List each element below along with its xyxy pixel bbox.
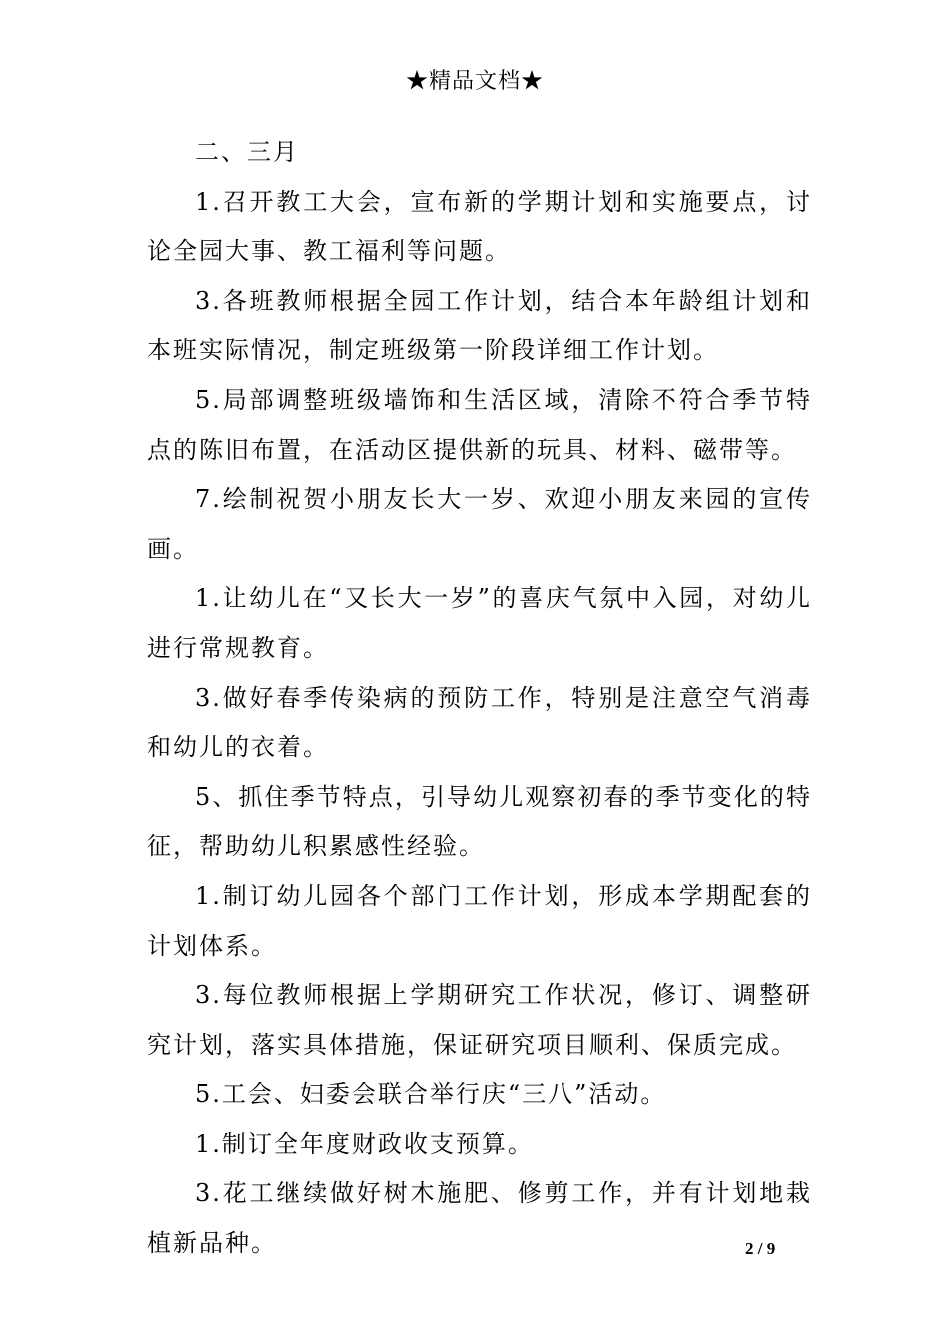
- paragraph: 3.各班教师根据全园工作计划，结合本年龄组计划和本班实际情况，制定班级第一阶段详细工作计划。: [147, 286, 812, 365]
- paragraph: 7.绘制祝贺小朋友长大一岁、欢迎小朋友来园的宣传画。: [147, 485, 812, 563]
- page-number: 2 / 9: [745, 1239, 776, 1258]
- page-header: ★精品文档★: [405, 69, 544, 94]
- paragraph: 1.制订全年度财政收支预算。: [195, 1129, 534, 1158]
- paragraph: 3.每位教师根据上学期研究工作状况，修订、调整研究计划，落实具体措施，保证研究项目顺利、保质完成。: [147, 981, 812, 1059]
- paragraph: 5、抓住季节特点，引导幼儿观察初春的季节变化的特征，帮助幼儿积累感性经验。: [147, 782, 812, 861]
- paragraph: 3.花工继续做好树木施肥、修剪工作，并有计划地栽植新品种。: [147, 1179, 812, 1258]
- paragraph: 3.做好春季传染病的预防工作，特别是注意空气消毒和幼儿的衣着。: [147, 683, 812, 762]
- document-body: [147, 128, 812, 1269]
- paragraph: 1.制订幼儿园各个部门工作计划，形成本学期配套的计划体系。: [147, 881, 812, 960]
- paragraph: 5.局部调整班级墙饰和生活区域，清除不符合季节特点的陈旧布置，在活动区提供新的玩具、材料、磁带等。: [147, 385, 812, 464]
- section-heading: 二、三月: [195, 138, 299, 166]
- paragraph: 1.让幼儿在“又长大一岁”的喜庆气氛中入园，对幼儿进行常规教育。: [147, 584, 812, 662]
- paragraph: 1.召开教工大会，宣布新的学期计划和实施要点，讨论全园大事、教工福利等问题。: [147, 187, 812, 266]
- paragraph: 5.工会、妇委会联合举行庆“三八”活动。: [195, 1080, 667, 1109]
